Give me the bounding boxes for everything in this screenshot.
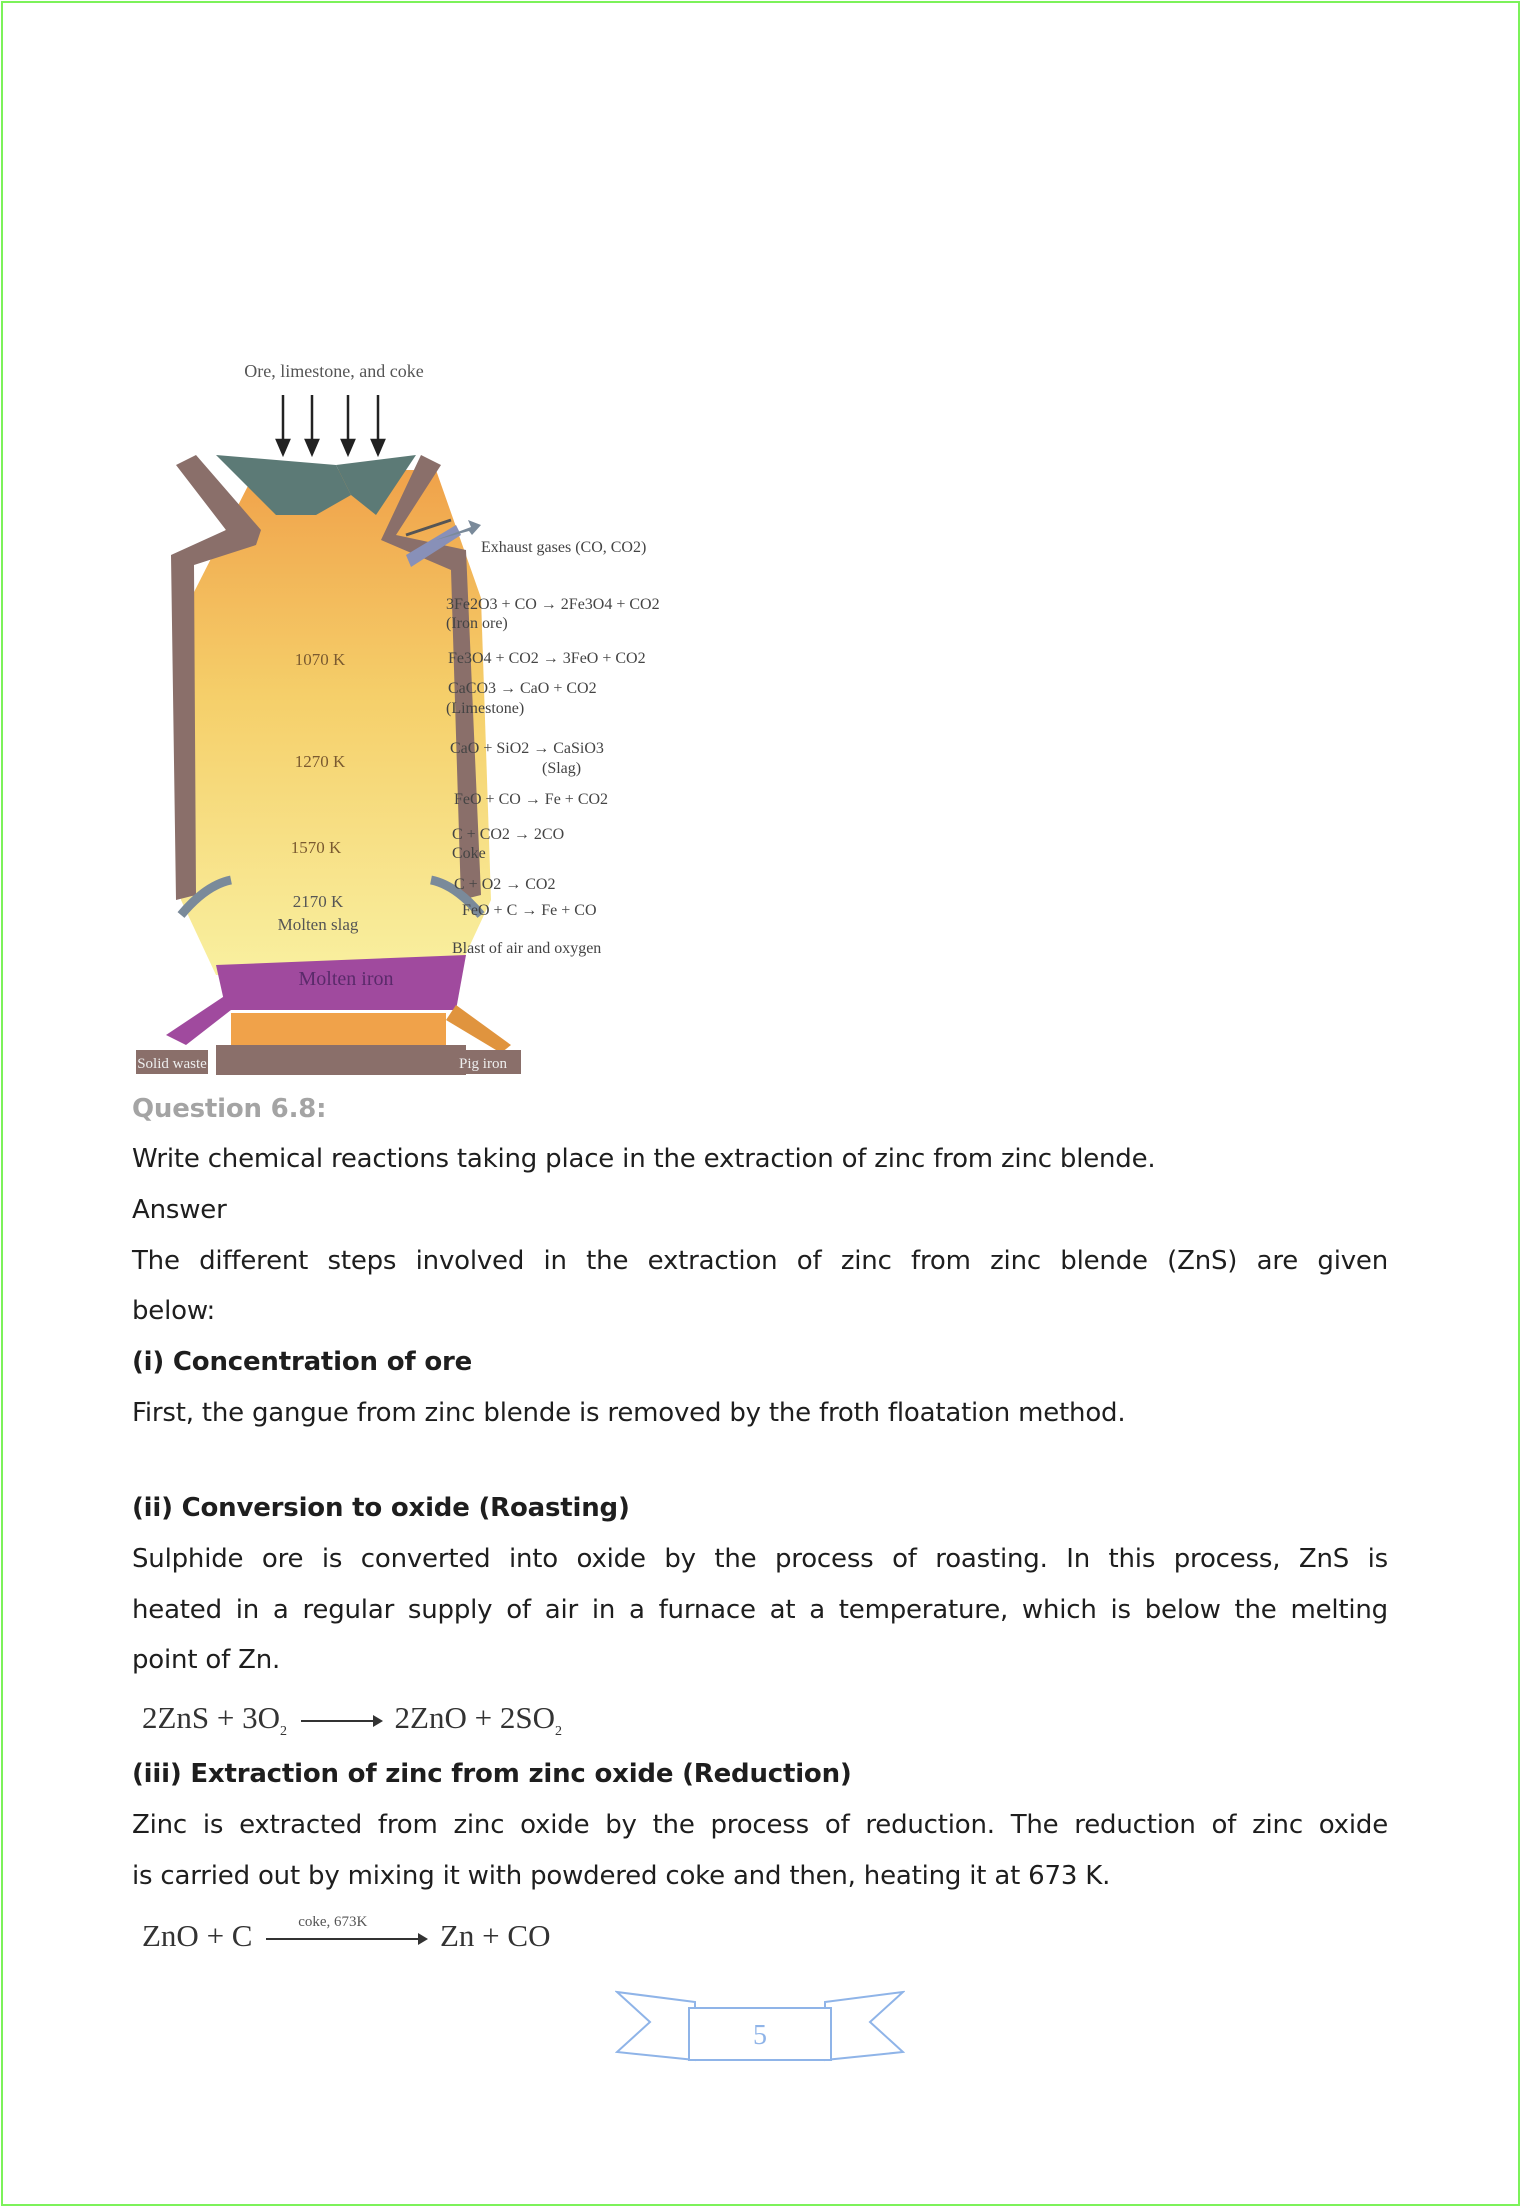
step2-text-line: Sulphide ore is converted into oxide by the process of roasting. In this process, ZnS is: [132, 1544, 1388, 1574]
subscript: 2: [554, 1724, 562, 1740]
temp-label: 2170 K: [292, 892, 344, 911]
solid-waste-label: Solid waste: [137, 1056, 207, 1072]
step1-text: First, the gangue from zinc blende is removed by the froth floatation method.: [132, 1398, 1126, 1428]
reaction: (Iron ore): [446, 615, 508, 632]
eq-reactants: 2ZnS + 3O: [142, 1700, 281, 1735]
reaction: CaCO3 → CaO + CO2: [448, 680, 597, 697]
page-number-ribbon: [615, 1990, 905, 2072]
temp-label: 1270 K: [294, 752, 346, 771]
answer-intro-line: below:: [132, 1296, 216, 1326]
answer-label: Answer: [132, 1195, 227, 1225]
temp-label: 1570 K: [290, 838, 342, 857]
step2-heading: (ii) Conversion to oxide (Roasting): [132, 1493, 630, 1523]
molten-slag-label: Molten slag: [277, 915, 359, 934]
temp-label: 1070 K: [294, 650, 346, 669]
reaction: Coke: [452, 845, 486, 862]
subscript: 2: [280, 1724, 288, 1740]
reaction: (Limestone): [446, 700, 525, 717]
reaction: C + CO2 → 2CO: [452, 826, 565, 843]
eq-reactants: ZnO + C: [142, 1918, 253, 1953]
eq-products: Zn + CO: [439, 1918, 551, 1953]
top-label: Ore, limestone, and coke: [244, 361, 424, 381]
step3-text-line: Zinc is extracted from zinc oxide by the process of reduction. The reduction of zinc oxide: [132, 1810, 1388, 1840]
answer-intro-line: The different steps involved in the extraction of zinc from zinc blende (ZnS) are given: [132, 1246, 1388, 1276]
arrows-down-icon: [277, 395, 384, 454]
reaction-arrow-icon: [301, 1720, 381, 1722]
step3-text-line: is carried out by mixing it with powdered coke and then, heating it at 673 K.: [132, 1861, 1111, 1891]
question-text: Write chemical reactions taking place in the extraction of zinc from zinc blende.: [132, 1144, 1156, 1174]
reaction: 3Fe2O3 + CO → 2Fe3O4 + CO2: [446, 596, 660, 613]
roasting-equation: [142, 1700, 562, 1740]
eq-products: 2ZnO + 2SO: [394, 1700, 555, 1735]
step3-heading: (iii) Extraction of zinc from zinc oxide (Reduction): [132, 1759, 852, 1789]
molten-iron-label: Molten iron: [298, 968, 394, 990]
reaction: C + O2 → CO2: [454, 876, 556, 893]
reaction-arrow-icon: [266, 1913, 426, 1940]
reaction: FeO + C → Fe + CO: [462, 902, 597, 919]
reaction: FeO + CO → Fe + CO2: [454, 791, 609, 808]
step2-text-line: point of Zn.: [132, 1645, 281, 1675]
page-number: 5: [753, 2020, 767, 2051]
step2-text-line: heated in a regular supply of air in a furnace at a temperature, which is below the melting: [132, 1595, 1388, 1625]
reduction-equation: [142, 1913, 551, 1954]
reaction: (Slag): [542, 760, 582, 777]
pig-iron-label: Pig iron: [459, 1056, 507, 1072]
question-title: Question 6.8:: [132, 1094, 327, 1124]
arrow-condition: coke, 673K: [298, 1913, 368, 1930]
blast-label: Blast of air and oxygen: [452, 940, 602, 957]
reaction: Fe3O4 + CO2 → 3FeO + CO2: [448, 650, 646, 667]
reaction: CaO + SiO2 → CaSiO3: [450, 740, 604, 757]
blast-furnace-diagram: [136, 355, 736, 1080]
step1-heading: (i) Concentration of ore: [132, 1347, 473, 1377]
exhaust-label: Exhaust gases (CO, CO2): [481, 539, 647, 556]
